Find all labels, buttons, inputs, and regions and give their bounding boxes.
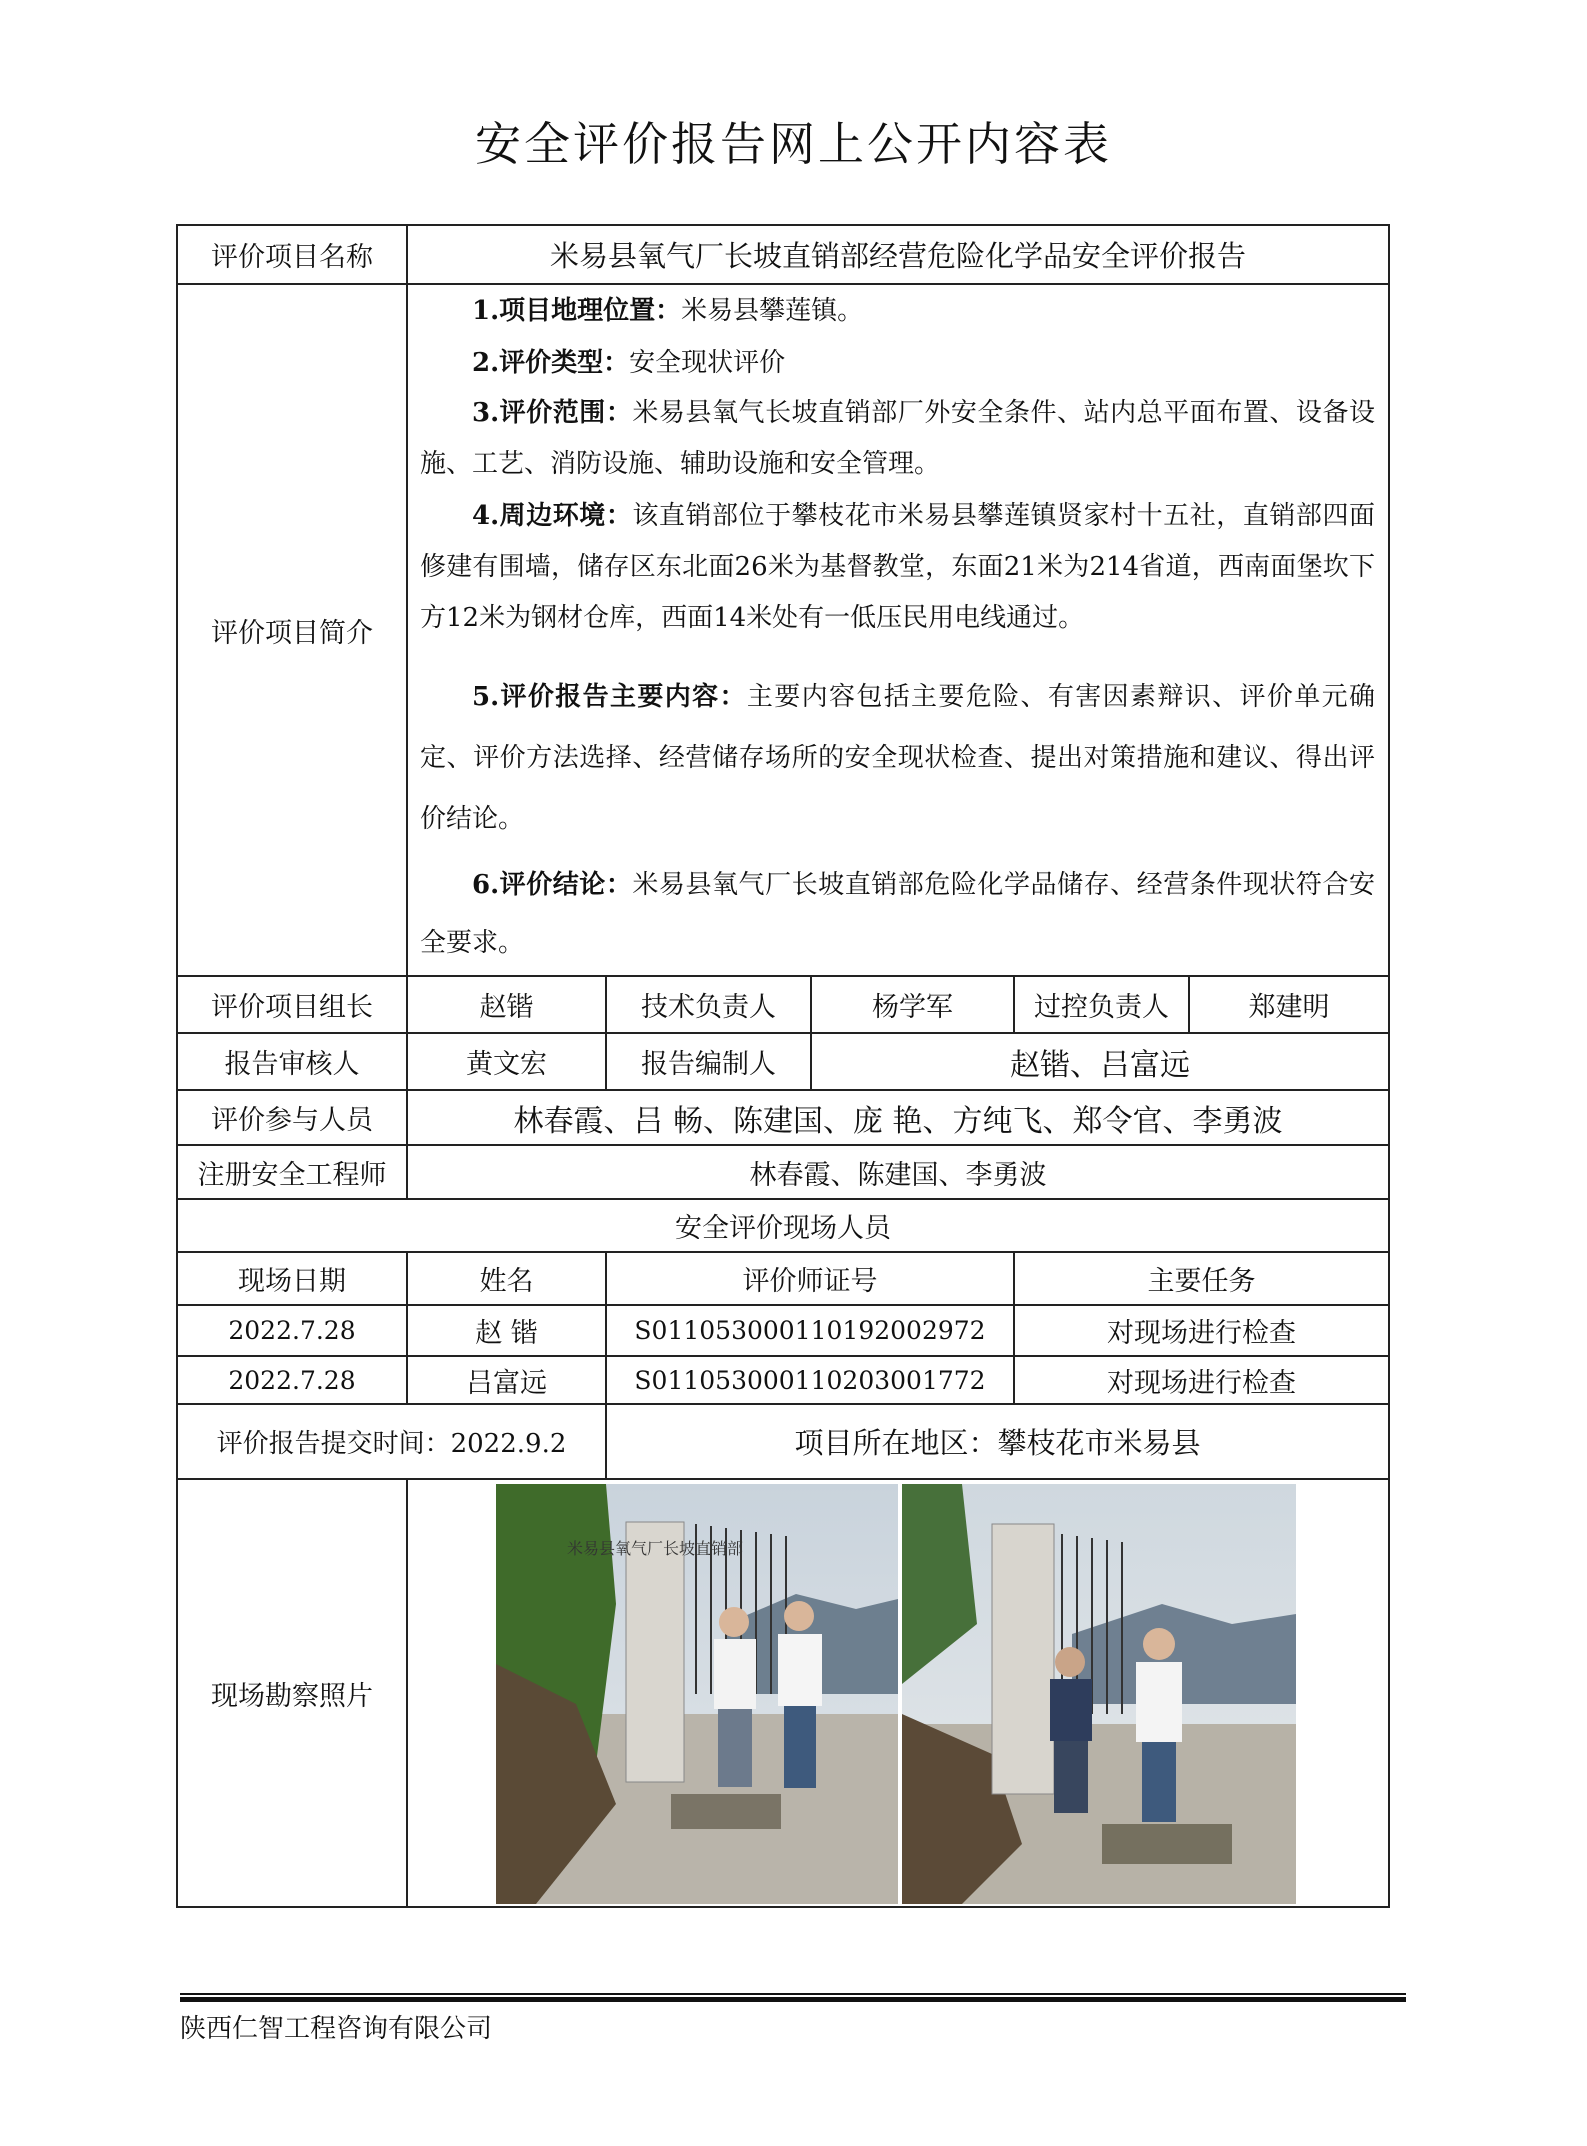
participants-label: 评价参与人员 [211, 1105, 373, 1136]
onsite-header-task: 主要任务 [1147, 1266, 1256, 1297]
submit-time: 评价报告提交时间：2022.9.2 [216, 1429, 567, 1459]
site-photo-1-drawing [496, 1484, 898, 1904]
leader-value: 赵锴 [479, 992, 534, 1023]
intro-item-2-head: 2.评价类型： [472, 348, 630, 378]
intro-item-1-text: 米易县攀莲镇。 [681, 296, 864, 326]
project-region: 项目所在地区：攀枝花市米易县 [794, 1426, 1201, 1460]
intro-item-2 [420, 338, 1375, 389]
onsite-header-date: 现场日期 [238, 1266, 346, 1297]
onsite-cert: S011053000110203001772 [634, 1365, 986, 1395]
reviewer-value: 黄文宏 [466, 1049, 547, 1080]
photos-label: 现场勘察照片 [211, 1680, 373, 1712]
intro-item-6-head: 6.评价结论： [472, 870, 633, 900]
writer-label: 报告编制人 [641, 1049, 776, 1080]
intro-item-5 [420, 667, 1375, 850]
page-title: 安全评价报告网上公开内容表 [475, 117, 1112, 171]
intro-item-1 [420, 286, 1375, 337]
site-photo-1 [496, 1484, 898, 1904]
process-value: 郑建明 [1248, 992, 1330, 1023]
intro-item-3 [420, 388, 1375, 490]
onsite-name: 赵 锴 [475, 1318, 538, 1349]
onsite-name: 吕富远 [466, 1367, 547, 1399]
onsite-header-name: 姓名 [479, 1266, 534, 1297]
onsite-header-cert: 评价师证号 [742, 1266, 878, 1297]
intro-item-2-text: 安全现状评价 [629, 348, 786, 378]
project-intro-label: 评价项目简介 [211, 617, 373, 649]
onsite-section-title: 安全评价现场人员 [675, 1213, 891, 1244]
intro-item-3-text: 米易县氧气长坡直销部厂外安全条件、站内总平面布置、设备设施、工艺、消防设施、辅助设施和安全管理。 [420, 398, 1375, 479]
intro-item-6-text: 米易县氧气厂长坡直销部危险化学品储存、经营条件现状符合安全要求。 [420, 870, 1375, 958]
project-name-label: 评价项目名称 [211, 242, 373, 273]
intro-item-4-text: 该直销部位于攀枝花市米易县攀莲镇贤家村十五社，直销部四面修建有围墙，储存区东北面26米为基督教堂，东面21米为214省道，西南面堡坎下方12米为钢材仓库，西面14米处有一低压民用电线通过。 [420, 501, 1375, 633]
intro-item-6 [420, 856, 1375, 972]
engineers-value: 林春霞、陈建国、李勇波 [749, 1159, 1047, 1191]
footer-company: 陕西仁智工程咨询有限公司 [180, 2014, 493, 2044]
intro-item-5-head: 5.评价报告主要内容： [472, 682, 747, 712]
intro-item-4 [420, 491, 1375, 644]
leader-label: 评价项目组长 [211, 992, 373, 1023]
onsite-date: 2022.7.28 [228, 1365, 356, 1395]
reviewer-label: 报告审核人 [224, 1049, 360, 1080]
writer-value: 赵锴、吕富远 [1010, 1047, 1190, 1083]
onsite-cert: S011053000110192002972 [634, 1316, 986, 1345]
intro-item-4-head: 4.周边环境： [472, 501, 633, 531]
sign-lettering: 米易县氧气厂长坡直销部 [566, 1539, 744, 1558]
onsite-task: 对现场进行检查 [1107, 1367, 1296, 1399]
tech-value: 杨学军 [872, 992, 953, 1023]
intro-item-1-head: 1.项目地理位置： [472, 296, 682, 326]
engineers-label: 注册安全工程师 [197, 1159, 387, 1191]
onsite-task: 对现场进行检查 [1107, 1318, 1296, 1349]
site-photo-2 [902, 1484, 1296, 1904]
process-label: 过控负责人 [1034, 992, 1169, 1023]
intro-item-3-head: 3.评价范围： [472, 398, 633, 428]
site-photo-2-drawing [902, 1484, 1296, 1904]
participants-value: 林春霞、吕 畅、陈建国、庞 艳、方纯飞、郑令官、李勇波 [513, 1103, 1283, 1139]
project-name-value: 米易县氧气厂长坡直销部经营危险化学品安全评价报告 [549, 239, 1246, 273]
onsite-date: 2022.7.28 [228, 1316, 356, 1345]
intro-item-5-text: 主要内容包括主要危险、有害因素辩识、评价单元确定、评价方法选择、经营储存场所的安全现状检查、提出对策措施和建议、得出评价结论。 [420, 682, 1375, 834]
tech-label: 技术负责人 [641, 992, 776, 1023]
